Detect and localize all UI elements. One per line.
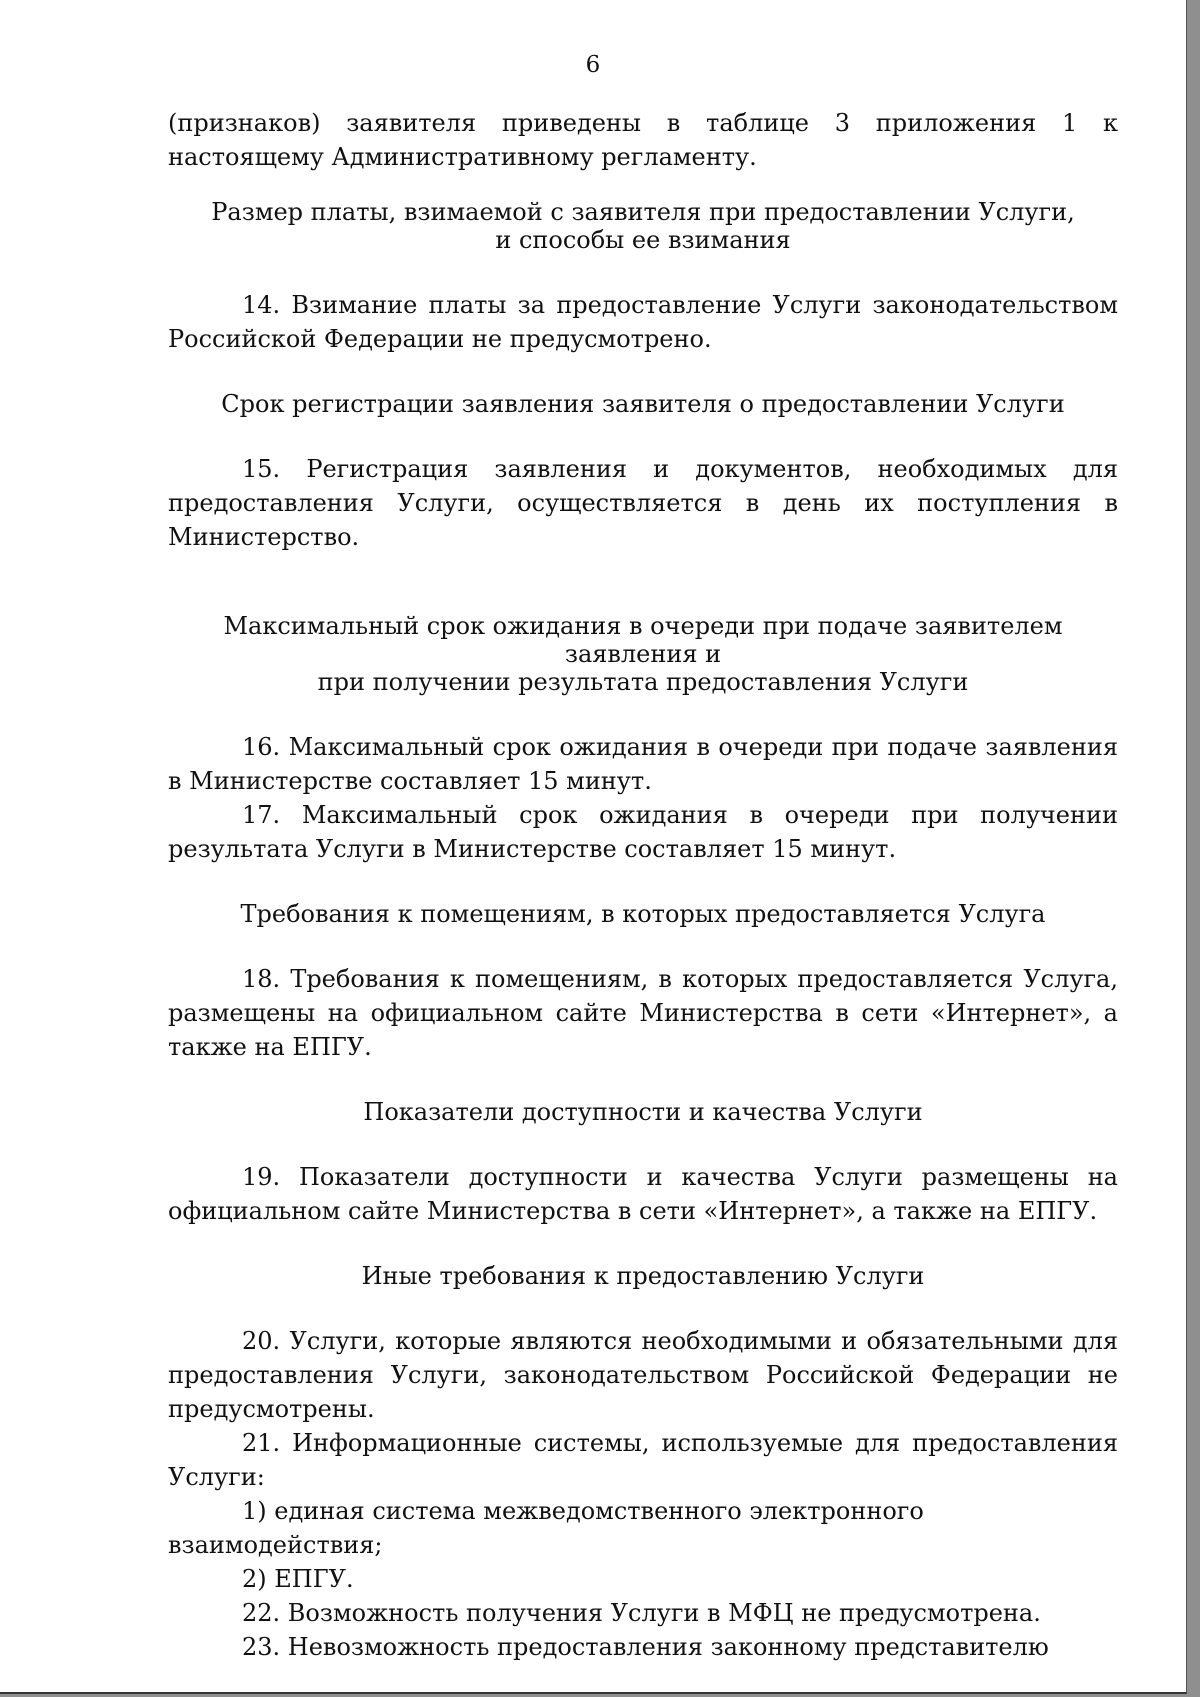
paragraph-19: 19. Показатели доступности и качества Услуги размещены на официальном сайте Министерства в сети «Интернет», а также на ЕПГУ. (168, 1163, 1118, 1225)
document-body (168, 106, 1118, 1664)
section-heading-other-requirements: Иные требования к предоставлению Услуги (361, 1262, 925, 1290)
paragraph-21: 21. Информационные системы, используемые для предоставления Услуги: (168, 1429, 1118, 1491)
section-heading-queue-line-1: Максимальный срок ожидания в очереди при подаче заявителем заявления и (223, 612, 1063, 668)
list-item-2: 2) ЕПГУ. (242, 1565, 354, 1593)
section-heading-fee-line-2: и способы ее взимания (495, 226, 791, 254)
page-number: 6 (585, 52, 601, 78)
section-heading-queue-line-2: при получении результата предоставления Услуги (317, 668, 969, 696)
paragraph-20: 20. Услуги, которые являются необходимыми и обязательными для предоставления Услуги, законодательством Российской Федерации не предусмотрены. (168, 1327, 1118, 1423)
paragraph-continuation: (признаков) заявителя приведены в таблице 3 приложения 1 к настоящему Административному регламенту. (168, 109, 1118, 171)
paragraph-23: 23. Невозможность предоставления законному представителю (242, 1633, 1049, 1661)
paragraph-15: 15. Регистрация заявления и документов, необходимых для предоставления Услуги, осуществляется в день их поступления в Министерство. (168, 455, 1118, 551)
paragraph-16: 16. Максимальный срок ожидания в очереди при подаче заявления в Министерстве составляет 15 минут. (168, 733, 1118, 795)
section-heading-registration: Срок регистрации заявления заявителя о предоставлении Услуги (221, 390, 1065, 418)
paragraph-18: 18. Требования к помещениям, в которых предоставляется Услуга, размещены на официальном сайте Министерства в сети «Интернет», а также на ЕПГУ. (168, 965, 1118, 1061)
section-heading-fee-line-1: Размер платы, взимаемой с заявителя при предоставлении Услуги, (211, 198, 1075, 226)
paragraph-22: 22. Возможность получения Услуги в МФЦ не предусмотрена. (242, 1599, 1041, 1627)
paragraph-17: 17. Максимальный срок ожидания в очереди при получении результата Услуги в Министерстве составляет 15 минут. (168, 801, 1118, 863)
list-item-1: 1) единая система межведомственного электронного взаимодействия; (168, 1497, 924, 1559)
section-heading-premises: Требования к помещениям, в которых предоставляется Услуга (240, 900, 1046, 928)
section-heading-quality: Показатели доступности и качества Услуги (363, 1098, 923, 1126)
paragraph-14: 14. Взимание платы за предоставление Услуги законодательством Российской Федерации не предусмотрено. (168, 291, 1118, 353)
